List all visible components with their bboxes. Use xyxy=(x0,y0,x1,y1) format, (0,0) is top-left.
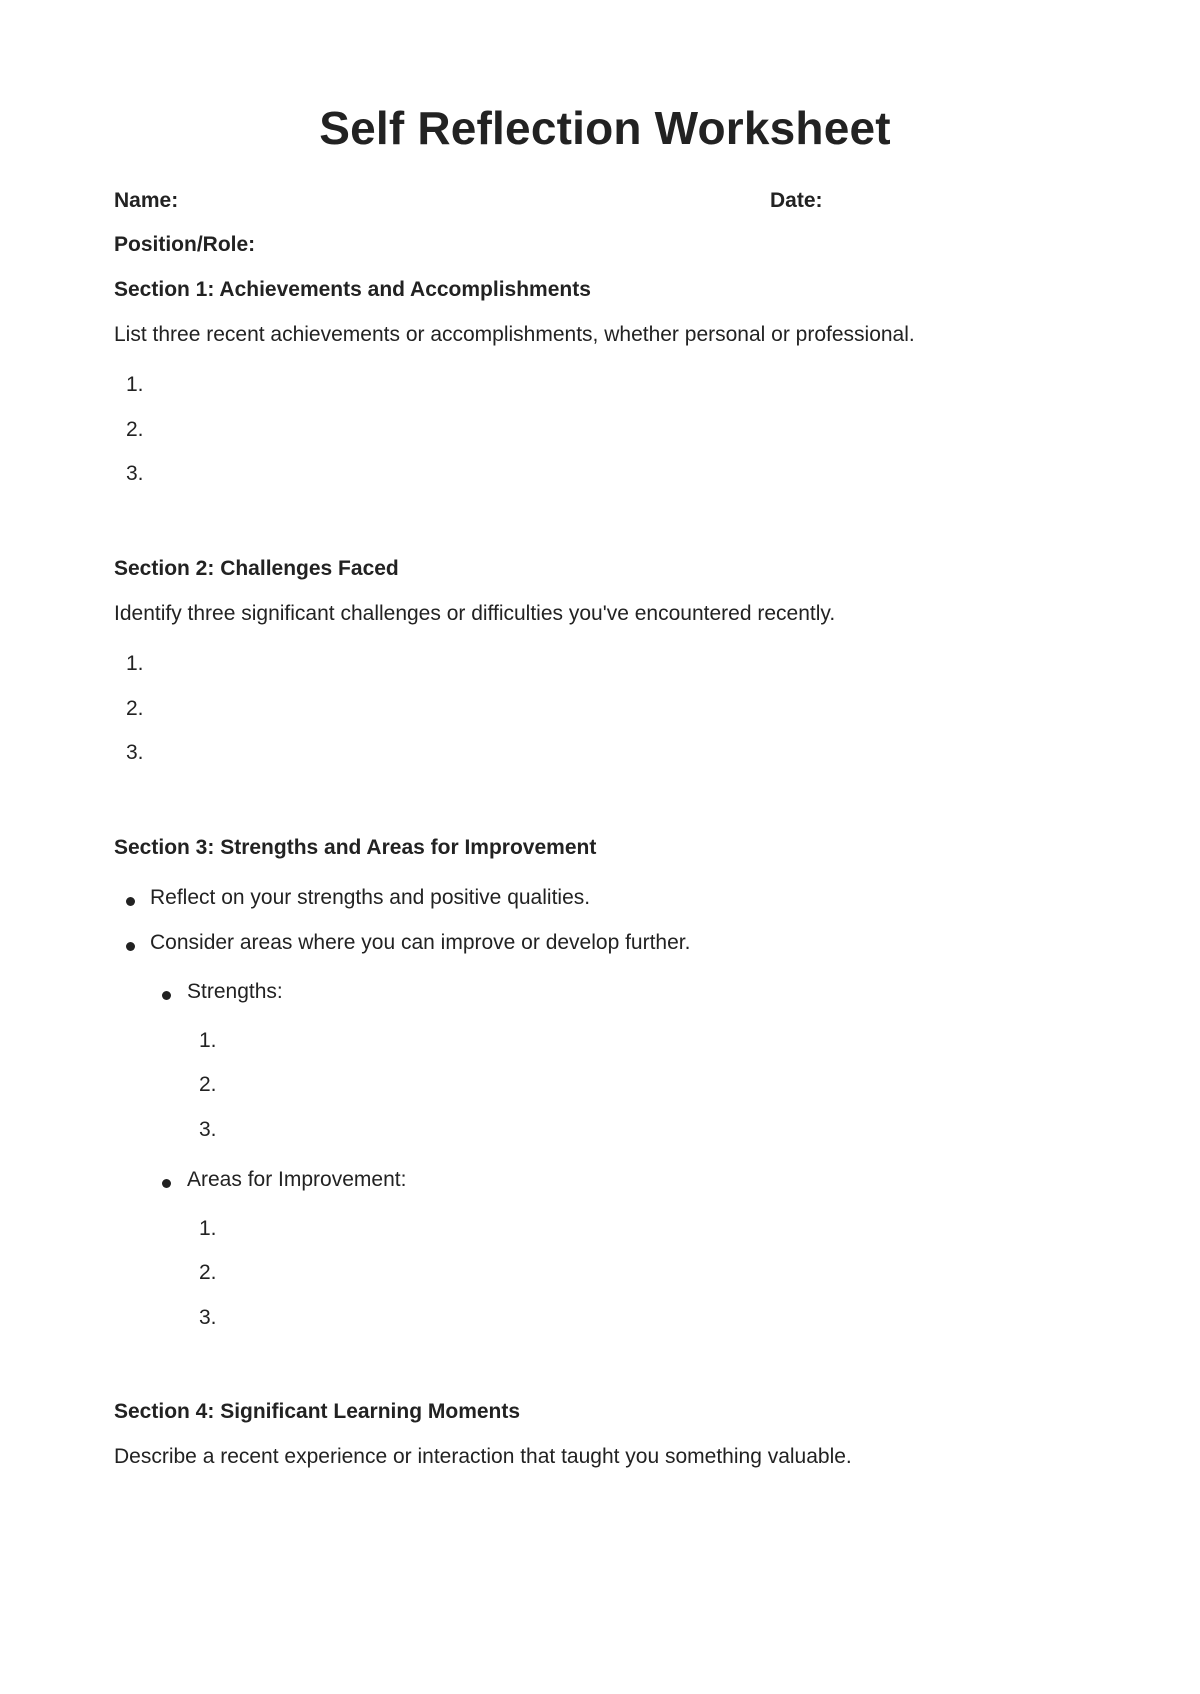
section-1-prompt: List three recent achievements or accomplishments, whether personal or professional. xyxy=(114,323,915,346)
improvement-item-1: 1. xyxy=(199,1217,217,1240)
section-1-heading: Section 1: Achievements and Accomplishments xyxy=(114,278,591,301)
date-field-label: Date: xyxy=(770,189,823,212)
section-2-heading: Section 2: Challenges Faced xyxy=(114,557,399,580)
sub-bullet-icon xyxy=(162,1179,171,1188)
improvement-item-3: 3. xyxy=(199,1306,217,1329)
bullet-icon xyxy=(126,942,135,951)
section-1-item-2: 2. xyxy=(126,418,144,441)
areas-for-improvement-label: Areas for Improvement: xyxy=(187,1168,407,1191)
strengths-item-3: 3. xyxy=(199,1118,217,1141)
section-4-prompt: Describe a recent experience or interaction that taught you something valuable. xyxy=(114,1445,852,1468)
section-4-heading: Section 4: Significant Learning Moments xyxy=(114,1400,521,1423)
section-1-item-3: 3. xyxy=(126,462,144,485)
strengths-label: Strengths: xyxy=(187,980,283,1003)
strengths-item-2: 2. xyxy=(199,1073,217,1096)
section-2-prompt: Identify three significant challenges or difficulties you've encountered recently. xyxy=(114,602,836,625)
page-title: Self Reflection Worksheet xyxy=(319,102,891,154)
sub-bullet-icon xyxy=(162,991,171,1000)
section-2-item-3: 3. xyxy=(126,741,144,764)
strengths-item-1: 1. xyxy=(199,1029,217,1052)
position-role-field-label: Position/Role: xyxy=(114,233,256,256)
improvement-item-2: 2. xyxy=(199,1261,217,1284)
name-field-label: Name: xyxy=(114,189,179,212)
section-2-item-1: 1. xyxy=(126,652,144,675)
section-3-bullet-1: Reflect on your strengths and positive qualities. xyxy=(150,886,591,909)
bullet-icon xyxy=(126,897,135,906)
section-3-heading: Section 3: Strengths and Areas for Improvement xyxy=(114,836,597,859)
section-2-item-2: 2. xyxy=(126,697,144,720)
section-3-bullet-2: Consider areas where you can improve or develop further. xyxy=(150,931,691,954)
section-1-item-1: 1. xyxy=(126,373,144,396)
